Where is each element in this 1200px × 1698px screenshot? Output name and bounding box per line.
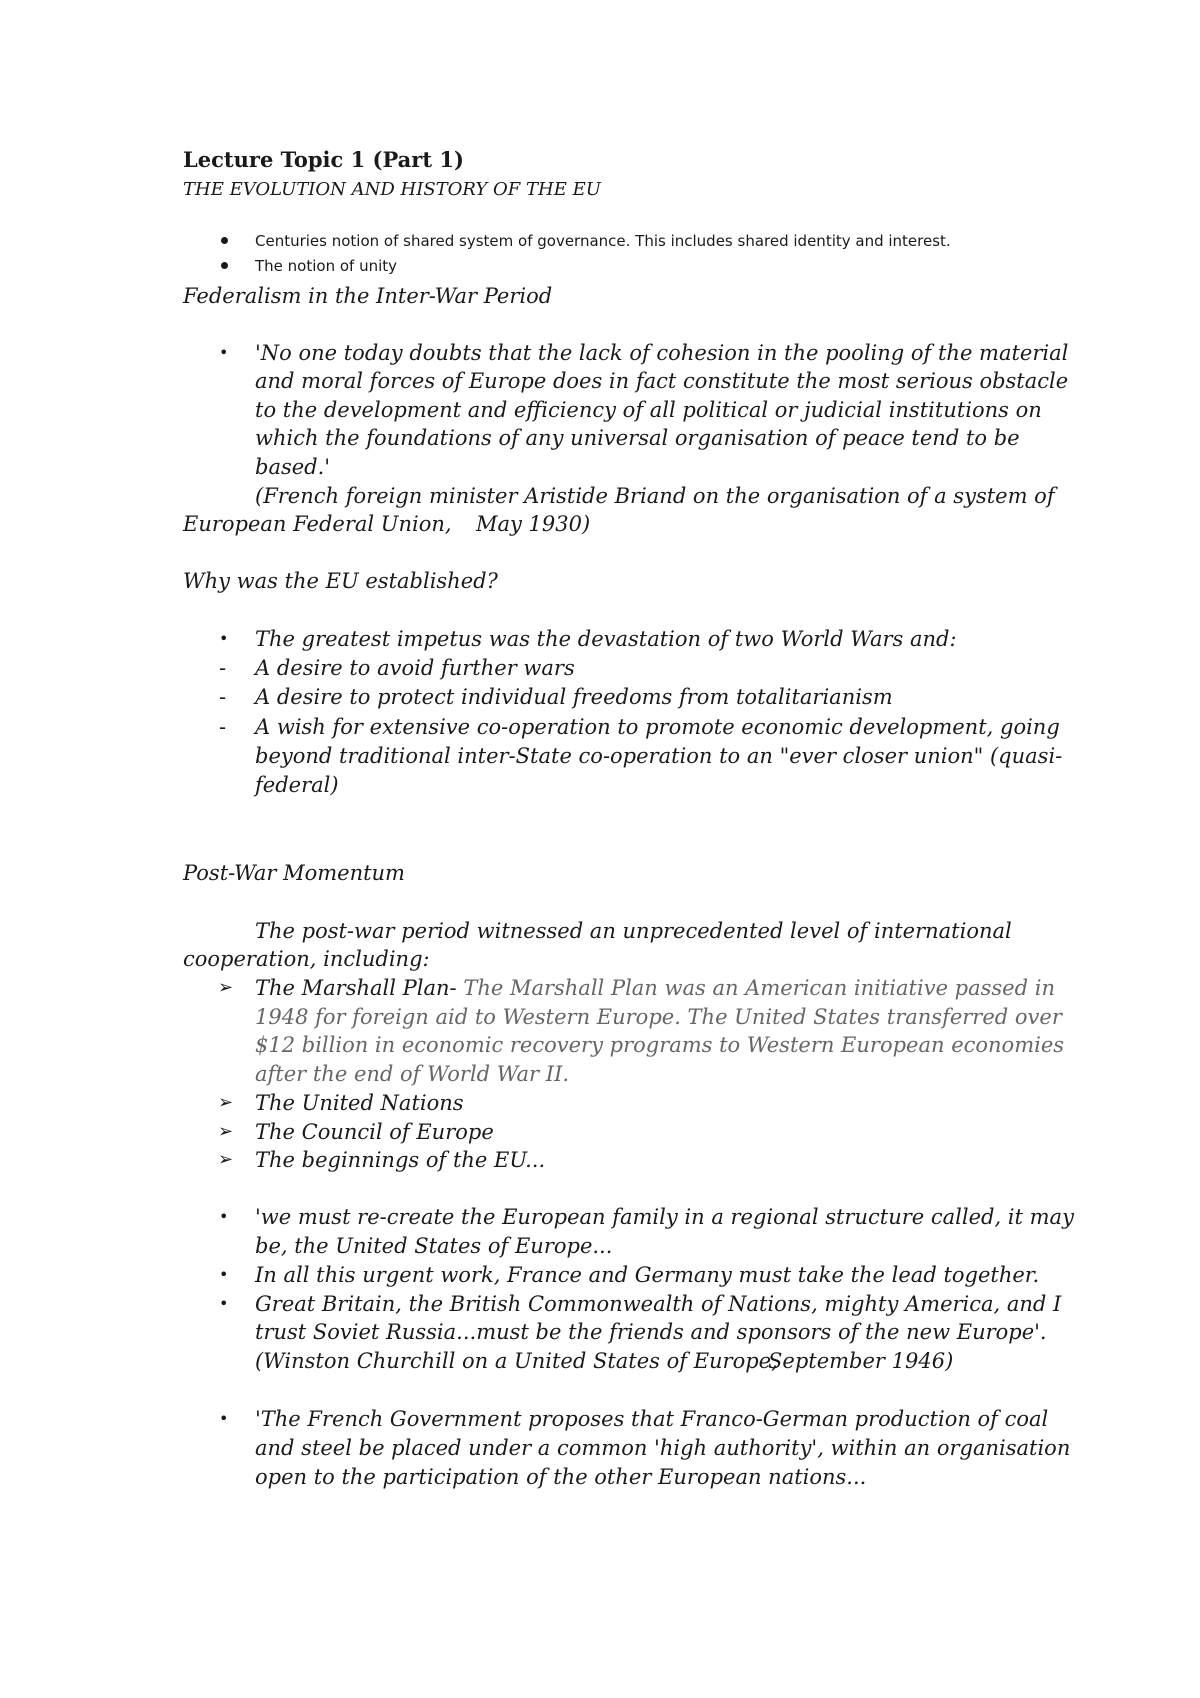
arrow-bullet-icon: ➢ bbox=[218, 977, 234, 998]
bullet-dot: • bbox=[219, 629, 229, 648]
intro-bullet-1: Centuries notion of shared system of governance. This includes shared identity and interest. bbox=[255, 232, 951, 250]
page-subtitle: THE EVOLUTION AND HISTORY OF THE EU bbox=[183, 179, 601, 200]
postwar-item: The United Nations bbox=[255, 1091, 464, 1115]
why-dash-3: beyond traditional inter-State co-operation to an "ever closer union" (quasi- bbox=[255, 744, 1063, 768]
bullet-dot: • bbox=[219, 1265, 229, 1284]
briand-attribution-date: May 1930) bbox=[476, 512, 591, 536]
churchill-attribution-date: September 1946) bbox=[768, 1349, 954, 1373]
marshall-plan-description: after the end of World War II. bbox=[255, 1062, 570, 1086]
schuman-quote-line: 'The French Government proposes that Franco-German production of coal bbox=[255, 1407, 1049, 1431]
marshall-plan-description: $12 billion in economic recovery programs to Western European economies bbox=[255, 1033, 1065, 1057]
bullet-dot bbox=[221, 237, 228, 244]
marshall-plan-label: The Marshall Plan- bbox=[255, 976, 457, 1000]
marshall-plan-item bbox=[255, 974, 1055, 1002]
bullet-dot: • bbox=[219, 1409, 229, 1428]
bullet-dot: • bbox=[219, 343, 229, 362]
churchill-attribution: (Winston Churchill on a United States of Europe, bbox=[255, 1349, 778, 1373]
churchill-quote-line: Great Britain, the British Commonwealth of Nations, mighty America, and I bbox=[255, 1292, 1062, 1316]
dash-marker: - bbox=[219, 656, 227, 680]
why-dash-3: A wish for extensive co-operation to promote economic development, going bbox=[255, 715, 1060, 739]
schuman-quote-line: and steel be placed under a common 'high authority', within an organisation bbox=[255, 1436, 1071, 1460]
postwar-item: The Council of Europe bbox=[255, 1120, 494, 1144]
arrow-bullet-icon: ➢ bbox=[218, 1121, 234, 1142]
why-heading: Why was the EU established? bbox=[183, 569, 498, 593]
bullet-dot: • bbox=[219, 1207, 229, 1226]
dash-marker: - bbox=[219, 685, 227, 709]
postwar-intro: The post-war period witnessed an unprecedented level of international bbox=[255, 919, 1012, 943]
briand-attribution: (French foreign minister Aristide Briand on the organisation of a system of bbox=[255, 484, 1055, 508]
briand-quote-line: based.' bbox=[255, 455, 331, 479]
churchill-quote-line: be, the United States of Europe... bbox=[255, 1234, 613, 1258]
briand-attribution-union: European Federal Union, bbox=[183, 512, 452, 536]
schuman-quote-line: open to the participation of the other European nations... bbox=[255, 1465, 867, 1489]
briand-quote-line: which the foundations of any universal organisation of peace tend to be bbox=[255, 426, 1020, 450]
bullet-dot: • bbox=[219, 1294, 229, 1313]
dash-marker: - bbox=[219, 715, 227, 739]
briand-quote-line: and moral forces of Europe does in fact constitute the most serious obstacle bbox=[255, 369, 1069, 393]
why-bullet: The greatest impetus was the devastation of two World Wars and: bbox=[255, 627, 957, 651]
briand-quote-line: 'No one today doubts that the lack of cohesion in the pooling of the material bbox=[255, 341, 1069, 365]
postwar-intro: cooperation, including: bbox=[183, 947, 430, 971]
bullet-dot bbox=[221, 262, 228, 269]
marshall-plan-description: 1948 for foreign aid to Western Europe. The United States transferred over bbox=[255, 1005, 1062, 1029]
postwar-item: The beginnings of the EU... bbox=[255, 1148, 546, 1172]
marshall-plan-description: The Marshall Plan was an American initiative passed in bbox=[463, 976, 1055, 1000]
postwar-heading: Post-War Momentum bbox=[183, 861, 405, 885]
why-dash-1: A desire to avoid further wars bbox=[255, 656, 575, 680]
intro-bullet-2: The notion of unity bbox=[255, 257, 398, 275]
federalism-heading: Federalism in the Inter-War Period bbox=[183, 284, 553, 308]
churchill-quote-line: In all this urgent work, France and Germany must take the lead together. bbox=[255, 1263, 1040, 1287]
page-title: Lecture Topic 1 (Part 1) bbox=[183, 147, 464, 172]
churchill-quote-line: 'we must re-create the European family in a regional structure called, it may bbox=[255, 1205, 1074, 1229]
arrow-bullet-icon: ➢ bbox=[218, 1149, 234, 1170]
why-dash-3: federal) bbox=[255, 773, 339, 797]
briand-quote-line: to the development and efficiency of all political or judicial institutions on bbox=[255, 398, 1042, 422]
churchill-quote-line: trust Soviet Russia...must be the friends and sponsors of the new Europe'. bbox=[255, 1320, 1047, 1344]
arrow-bullet-icon: ➢ bbox=[218, 1092, 234, 1113]
why-dash-2: A desire to protect individual freedoms from totalitarianism bbox=[255, 685, 893, 709]
